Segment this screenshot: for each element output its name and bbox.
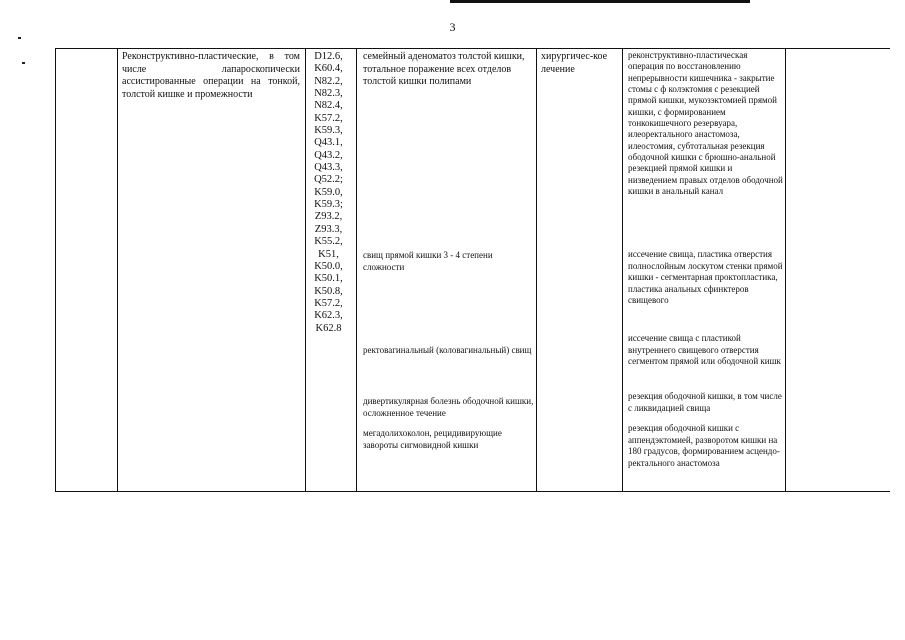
operation-group-cell: Реконструктивно-пластические, в том числе лапароскопически ассистированные операции на тонкой, толстой кишке и промежности [122, 51, 300, 100]
icd-code: K59.3, [314, 125, 343, 137]
icd-code: K62.3, [314, 310, 343, 322]
icd-code: Q43.3, [314, 162, 343, 174]
patient-model-cell: дивертикулярная болезнь ободочной кишки, осложненное течение [363, 396, 534, 418]
icd-code: K59.3; [314, 199, 343, 211]
icd-code: K55.2, [314, 236, 343, 248]
icd-code: D12.6, [314, 51, 343, 62]
icd-code: K62.8 [315, 322, 342, 334]
icd-code: Q43.2, [314, 149, 343, 161]
treatment-method-cell: иссечение свища с пластикой внутреннего свищевого отверстия сегментом прямой или ободочной кишк [628, 333, 781, 366]
treatment-method-cell: иссечение свища, пластика отверстия полнослойным лоскутом стенки прямой кишки - сегментарная проктопластика, пластика анальных сфинктеров свищевого [628, 249, 783, 305]
treatment-method-cell: реконструктивно-пластическая операция по восстановлению непрерывности кишечника - закрытие стомы с ф колэктомия с резекцией прямой кишки, мукозэктомией прямой кишки, с формированием тонкокишечного резервуара, илеоректального анастомоза, илеостомия, субтотальная резекция ободочной кишки с брюшно-анальной резекцией прямой кишки и низведением правых отделов ободочной кишки в анальный канал [628, 50, 783, 197]
scan-artifact-mark [22, 62, 25, 64]
icd-code: K50.1, [314, 273, 343, 285]
icd-code: K57.2, [314, 297, 343, 309]
treatment-method-cell: резекция ободочной кишки с аппендэктомией, разворотом кишки на 180 градусов, формированием асцендо-ректального анастомоза [628, 423, 780, 468]
treatment-method-cell: резекция ободочной кишки, в том числе с ликвидацией свища [628, 391, 782, 413]
patient-model-cell: мегадолихоколон, рецидивирующие завороты сигмовидной кишки [363, 428, 502, 450]
icd-codes-cell [311, 51, 346, 335]
icd-code: N82.3, [314, 88, 343, 100]
icd-code: Q43.1, [314, 137, 343, 149]
patient-model-cell: семейный аденоматоз толстой кишки, тотальное поражение всех отделов толстой кишки полипами [363, 51, 525, 87]
icd-code: K57.2, [314, 112, 343, 124]
treatment-type-cell: хирургичес-кое лечение [541, 51, 608, 75]
icd-code: N82.4, [314, 100, 343, 112]
icd-code: K50.0, [314, 260, 343, 272]
icd-code: K60.4, [314, 63, 343, 75]
scan-artifact-mark [18, 37, 21, 39]
icd-code: K51, [318, 248, 339, 260]
patient-model-cell: свищ прямой кишки 3 - 4 степени сложности [363, 250, 493, 272]
icd-code: N82.2, [314, 75, 343, 87]
icd-code: K50.8, [314, 285, 343, 297]
icd-code: K59.0, [314, 186, 343, 198]
scan-artifact-bar [450, 0, 750, 3]
icd-code: Z93.2, [314, 211, 343, 223]
icd-code: Q52.2; [314, 174, 343, 186]
patient-model-cell: ректовагинальный (коловагинальный) свищ [363, 345, 532, 355]
page-number: 3 [449, 20, 456, 34]
icd-code: Z93.3, [314, 223, 343, 235]
